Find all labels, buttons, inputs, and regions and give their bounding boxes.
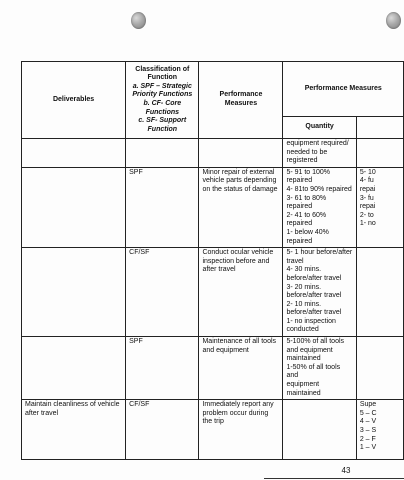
cell-deliverable (22, 139, 126, 168)
cell-classification: CF/SF (126, 248, 199, 337)
table-row (22, 337, 404, 400)
cell-deliverable (22, 248, 126, 337)
extra-line: 1 – V (359, 444, 377, 452)
quantity-line: conducted (286, 326, 319, 334)
cell-deliverable: Maintain cleanliness of vehicle after travel (22, 400, 126, 460)
quantity-line: 1- below 40% repaired (286, 228, 329, 245)
cell-extra (356, 167, 403, 247)
cell-deliverable (22, 337, 126, 400)
quantity-line: 2- 10 mins. (286, 300, 322, 308)
quantity-line: 5- 91 to 100% (286, 168, 331, 176)
quantity-line: 5-100% of all tools (286, 338, 345, 346)
quantity-line: registered (286, 157, 318, 165)
cell-measure (199, 139, 283, 168)
extra-line: 5- 10 (359, 168, 376, 176)
quantity-line: 1-50% of all tools and (286, 363, 341, 380)
quantity-line: needed to be (286, 148, 328, 156)
cell-measure: Minor repair of external vehicle parts depending on the status of damage (199, 167, 283, 247)
cell-deliverable (22, 167, 126, 247)
extra-line: repai (359, 185, 376, 193)
cell-classification: CF/SF (126, 400, 199, 460)
extra-line: 1- no (359, 220, 376, 228)
classification-item-a: a. SPF – Strategic Priority Functions (132, 82, 193, 99)
extra-line: repai (359, 203, 376, 211)
table-row (22, 139, 404, 168)
header-deliverables: Deliverables (22, 62, 126, 139)
cell-quantity (283, 400, 356, 460)
cell-classification (126, 139, 199, 168)
header-performance-measures-group: Performance Measures (283, 62, 404, 117)
quantity-line: maintained (286, 355, 321, 363)
quantity-line: 5- 1 hour before/after (286, 249, 353, 257)
cell-classification: SPF (126, 167, 199, 247)
punch-hole-left (131, 12, 146, 29)
quantity-line: 3- 20 mins. (286, 283, 322, 291)
quantity-line: before/after travel (286, 274, 342, 282)
classification-item-c: c. SF- Support Function (138, 117, 187, 133)
cell-extra (356, 337, 403, 400)
quantity-line: equipment maintained (286, 381, 321, 397)
cell-measure: Conduct ocular vehicle inspection before and after travel (199, 248, 283, 337)
quantity-line: 1- no inspection (286, 317, 336, 325)
header-quantity: Quantity (283, 117, 356, 139)
cell-extra (356, 139, 403, 168)
cell-quantity (283, 167, 356, 247)
quantity-line: 2- 41 to 60% repaired (286, 211, 327, 228)
quantity-line: travel (286, 257, 304, 265)
extra-line: 4- fu (359, 177, 374, 185)
header-row-1 (22, 62, 404, 117)
quantity-line: and equipment (286, 346, 333, 354)
quantity-line: equipment required/ (286, 140, 349, 147)
cell-extra (356, 248, 403, 337)
table-row (22, 400, 404, 460)
extra-line: 2 – F (359, 435, 376, 443)
quantity-line: 4- 30 mins. (286, 266, 322, 274)
punch-hole-right (386, 12, 401, 29)
page-number: 43 (341, 466, 351, 475)
footer-rule (264, 478, 404, 479)
extra-line: Supe (359, 401, 377, 409)
cell-extra (356, 400, 403, 460)
table-row (22, 167, 404, 247)
header-cut-cell (356, 117, 403, 139)
cell-quantity (283, 139, 356, 168)
quantity-line: before/after travel (286, 309, 342, 317)
cell-measure: Maintenance of all tools and equipment (199, 337, 283, 400)
extra-line: 3 – S (359, 427, 377, 434)
cell-quantity (283, 337, 356, 400)
cell-classification: SPF (126, 337, 199, 400)
cell-quantity (283, 248, 356, 337)
extra-line: 2- to (359, 211, 374, 219)
classification-title: Classification of Function (135, 65, 190, 82)
header-performance-measures: Performance Measures (199, 62, 283, 139)
extra-line: 4 – V (359, 418, 377, 426)
extra-line: 5 – C (359, 409, 377, 417)
quantity-line: 4- 81to 90% repaired (286, 185, 352, 193)
table-row (22, 248, 404, 337)
quantity-line: repaired (286, 177, 313, 185)
header-classification (126, 62, 199, 139)
performance-table (21, 61, 404, 460)
quantity-line: 3- 61 to 80% repaired (286, 194, 327, 211)
extra-line: 3- fu (359, 194, 374, 202)
classification-item-b: b. CF- Core Functions (143, 100, 182, 116)
quantity-line: before/after travel (286, 292, 342, 300)
cell-measure: Immediately report any problem occur during the trip (199, 400, 283, 460)
